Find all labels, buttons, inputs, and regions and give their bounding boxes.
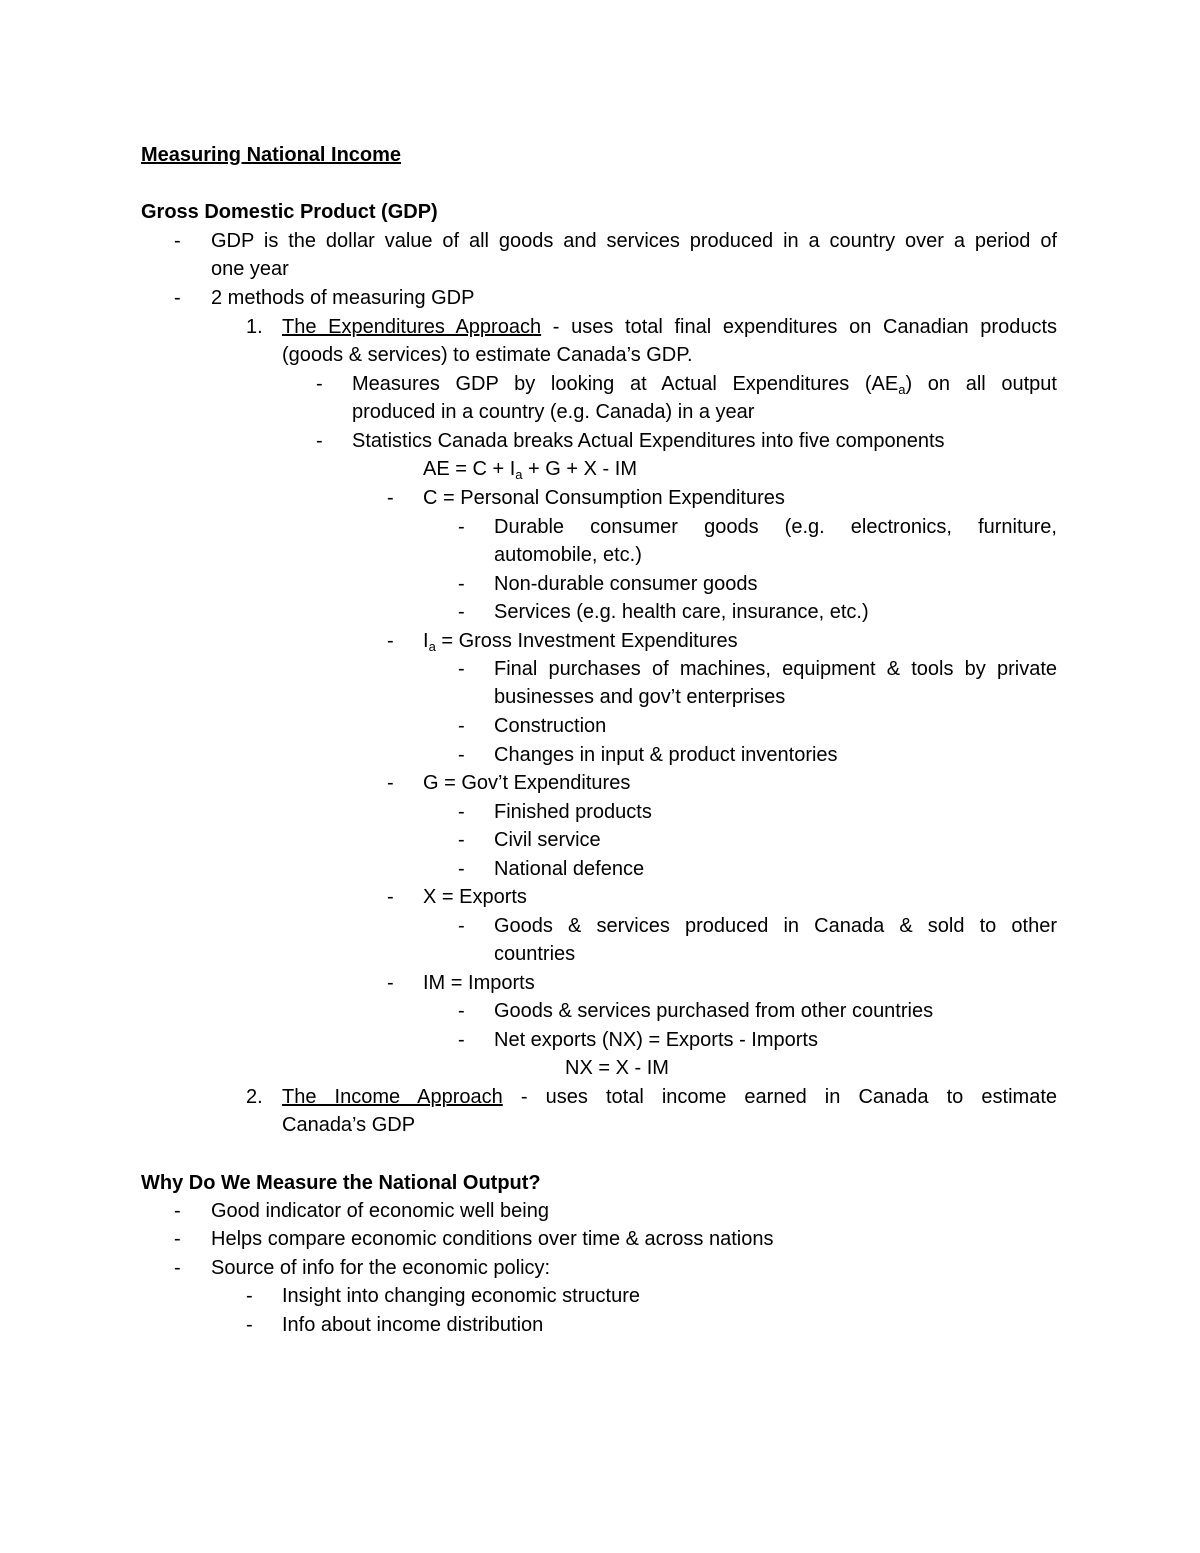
component-im-label: IM = Imports [423,972,535,994]
subscript-a: a [515,467,523,482]
bullet-dash: - [458,715,465,737]
i-item-3: Changes in input & product inventories [494,744,838,766]
c-item-2: Non-durable consumer goods [494,573,758,595]
bullet-dash: - [174,1228,181,1250]
bullet-dash: - [174,287,181,309]
bullet-dash: - [246,1314,253,1336]
why-sub-2: Info about income distribution [282,1314,544,1336]
i-item-2: Construction [494,715,607,737]
bullet-dash: - [387,886,394,908]
bullet-dash: - [246,1285,253,1307]
bullet-dash: - [174,1200,181,1222]
method-2-name: The Income Approach [282,1086,503,1108]
bullet-dash: - [316,430,323,452]
bullet-dash: - [458,516,465,538]
bullet-dash: - [458,573,465,595]
ae-equation-part-2: + G + X - IM [522,458,637,480]
i-item-1-line-2: businesses and gov’t enterprises [494,686,786,708]
measures-gdp-line-2: produced in a country (e.g. Canada) in a year [352,401,755,423]
method-1-number: 1. [246,316,263,338]
five-components-text: Statistics Canada breaks Actual Expenditures into five components [352,430,945,452]
subscript-a: a [428,639,436,654]
nx-equation: NX = X - IM [565,1057,669,1079]
gdp-heading: Gross Domestic Product (GDP) [141,201,438,223]
component-g-label: G = Gov’t Expenditures [423,772,631,794]
c-item-1-line-1: Durable consumer goods (e.g. electronics, furniture, [494,516,1057,538]
why-item-3: Source of info for the economic policy: [211,1257,551,1279]
why-sub-1: Insight into changing economic structure [282,1285,640,1307]
g-item-3: National defence [494,858,645,880]
bullet-dash: - [458,744,465,766]
document-title: Measuring National Income [141,144,402,166]
method-2-line-1 [282,1083,1057,1112]
measures-gdp-line-1 [352,370,1057,399]
component-i-label [423,627,738,656]
component-c-label: C = Personal Consumption Expenditures [423,487,785,509]
im-item-1: Goods & services purchased from other countries [494,1000,934,1022]
bullet-dash: - [458,801,465,823]
c-item-1-line-2: automobile, etc.) [494,544,642,566]
bullet-dash: - [458,1029,465,1051]
bullet-dash: - [458,858,465,880]
method-1-line-2: (goods & services) to estimate Canada’s GDP. [282,344,693,366]
method-1-line-1 [282,313,1057,342]
bullet-dash: - [458,915,465,937]
why-heading: Why Do We Measure the National Output? [141,1172,541,1194]
bullet-dash: - [458,658,465,680]
im-item-2: Net exports (NX) = Exports - Imports [494,1029,818,1051]
gdp-definition-line-1: GDP is the dollar value of all goods and services produced in a country over a period of [211,230,1057,252]
bullet-dash: - [458,1000,465,1022]
method-1-description: - uses total final expenditures on Canadian products [541,316,1058,338]
method-2-line-2: Canada’s GDP [282,1114,416,1136]
ae-equation [423,455,637,484]
ae-equation-part-1: AE = C + I [423,458,516,480]
measures-gdp-text: Measures GDP by looking at Actual Expenditures (AE [352,373,899,395]
bullet-dash: - [387,630,394,652]
why-item-1: Good indicator of economic well being [211,1200,549,1222]
method-2-description: - uses total income earned in Canada to estimate [502,1086,1057,1108]
method-1-name: The Expenditures Approach [282,316,542,338]
component-i-text: = Gross Investment Expenditures [435,630,738,652]
bullet-dash: - [387,487,394,509]
bullet-dash: - [174,1257,181,1279]
g-item-2: Civil service [494,829,601,851]
subscript-a: a [898,382,906,397]
component-i-letter: I [423,630,429,652]
bullet-dash: - [316,373,323,395]
gdp-methods-intro: 2 methods of measuring GDP [211,287,475,309]
bullet-dash: - [387,772,394,794]
i-item-1-line-1: Final purchases of machines, equipment & tools by private [494,658,1057,680]
x-item-1-line-1: Goods & services produced in Canada & sold to other [494,915,1057,937]
bullet-dash: - [174,230,181,252]
why-item-2: Helps compare economic conditions over time & across nations [211,1228,774,1250]
gdp-definition-line-2: one year [211,258,289,280]
bullet-dash: - [387,972,394,994]
bullet-dash: - [458,601,465,623]
method-2-number: 2. [246,1086,263,1108]
c-item-3: Services (e.g. health care, insurance, etc.) [494,601,869,623]
bullet-dash: - [458,829,465,851]
measures-gdp-text-end: ) on all output [905,373,1057,395]
g-item-1: Finished products [494,801,652,823]
component-x-label: X = Exports [423,886,527,908]
x-item-1-line-2: countries [494,943,576,965]
